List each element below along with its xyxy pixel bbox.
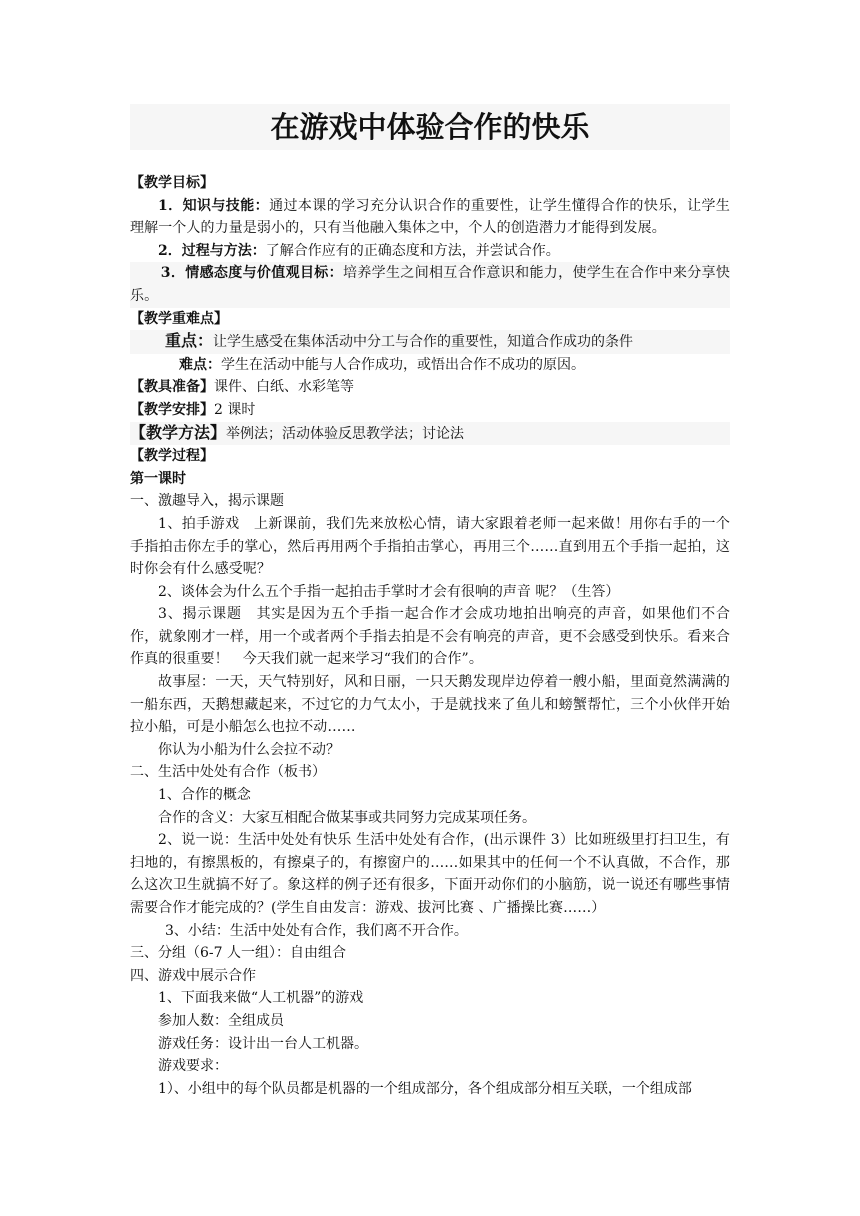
difficult-point: 难点：学生在活动中能与人合作成功，或悟出合作不成功的原因。 (179, 356, 585, 373)
para-13: 四、游戏中展示合作 (130, 967, 256, 984)
page-title: 在游戏中体验合作的快乐 (270, 110, 590, 144)
para-09: 合作的含义：大家互相配合做某事或共同努力完成某项任务。 (158, 809, 536, 826)
document-body (130, 172, 730, 1100)
para-08: 1、合作的概念 (158, 787, 251, 804)
goals-heading: 【教学目标】 (130, 175, 214, 191)
para-06: 你认为小船为什么会拉不动？ (158, 741, 340, 758)
para-04: 3、揭示课题 其实是因为五个手指一起合作才会成功地拍出响亮的声音，如果他们不合作，就象刚才一样，用一个或者两个手指去拍是不会有响亮的声音，更不会感受到快乐。看来合作真的很重要！ 今天我们就一起来学习“我们的合作”。 (130, 606, 730, 668)
method-line: 【教学方法】举例法；活动体验反思教学法；讨论法 (130, 422, 730, 446)
para-07: 二、生活中处处有合作（板书） (130, 764, 326, 781)
para-02: 1、拍手游戏 上新课前，我们先来放松心情，请大家跟着老师一起来做！用你右手的一个手指拍击你左手的掌心，然后再用两个手指拍击掌心，再用三个……直到用五个手指一起拍，这时你会有什么感受呢？ (130, 515, 730, 578)
key-point: 重点：让学生感受在集体活动中分工与合作的重要性，知道合作成功的条件 (130, 330, 730, 354)
para-14: 1、下面我来做“人工机器”的游戏 (158, 990, 364, 1007)
para-11: 3、小结：生活中处处有合作，我们离不开合作。 (165, 922, 468, 939)
para-18: 1）、小组中的每个队员都是机器的一个组成部分，各个组成部分相互关联，一个组成部 (158, 1080, 692, 1097)
goal-1: 1．知识与技能：通过本课的学习充分认识合作的重要性，让学生懂得合作的快乐，让学生理解一个人的力量是弱小的，只有当他融入集体之中，个人的创造潜力才能得到发展。 (130, 197, 730, 237)
para-17: 游戏要求： (158, 1058, 228, 1075)
arrangement-line: 【教学安排】2 课时 (130, 401, 256, 418)
goal-2: 2．过程与方法：了解合作应有的正确态度和方法，并尝试合作。 (158, 242, 560, 259)
para-01: 一、激趣导入，揭示课题 (130, 493, 284, 510)
para-03: 2、谈体会为什么五个手指一起拍击手掌时才会有很响的声音 呢？（生答） (158, 583, 620, 600)
goal-3: 3．情感态度与价值观目标：培养学生之间相互合作意识和能力，使学生在合作中来分享快乐。 (130, 262, 730, 307)
para-12: 三、分组（6-7 人一组）：自由组合 (130, 945, 346, 962)
tools-line: 【教具准备】课件、白纸、水彩笔等 (130, 379, 354, 396)
para-16: 游戏任务：设计出一台人工机器。 (158, 1035, 368, 1052)
key-heading: 【教学重难点】 (130, 310, 228, 327)
lesson-1-heading: 第一课时 (130, 470, 186, 487)
process-heading: 【教学过程】 (130, 448, 214, 465)
para-10: 2、说一说：生活中处处有快乐 生活中处处有合作，(出示课件 3）比如班级里打扫卫生，有扫地的，有擦黑板的，有擦桌子的，有擦窗户的……如果其中的任何一个不认真做，不合作，那么这次卫生就搞不好了。象这样的例子还有很多，下面开动你们的小脑筋，说一说还有哪些事情需要合作才能完成的？(学生自由发言：游戏、拔河比赛 、广播操比赛……） (130, 832, 730, 916)
para-05: 故事屋：一天，天气特别好，风和日丽，一只天鹅发现岸边停着一艘小船，里面竟然满满的一船东西，天鹅想藏起来，不过它的力气太小，于是就找来了鱼儿和螃蟹帮忙，三个小伙伴开始拉小船，可是小船怎么也拉不动…… (130, 674, 730, 736)
para-15: 参加人数：全组成员 (158, 1012, 284, 1029)
